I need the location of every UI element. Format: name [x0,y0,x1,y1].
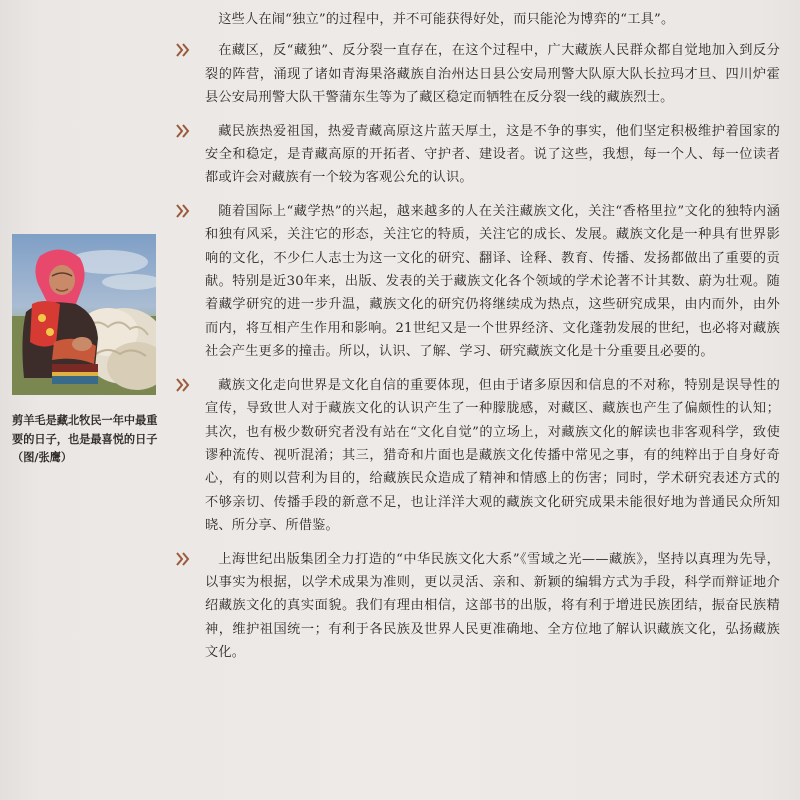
paragraph-1 [205,8,780,31]
chevron-bullet-icon [175,550,191,568]
photo-caption: 剪羊毛是藏北牧民一年中最重要的日子，也是最喜悦的日子（图/张鹰） [12,413,158,464]
chevron-bullet-icon [175,41,191,59]
paragraph-5-text: 藏族文化走向世界是文化自信的重要体现，但由于诸多原因和信息的不对称，特别是误导性的宣传，导致世人对于藏族文化的认识产生了一种朦胧感，对藏区、藏族也产生了偏颇性的认知；其次，也有极少数研究者没有站在“文化自觉”的立场上，对藏族文化的解读也非客观科学，致使谬种流传、视听混淆；其三，猎奇和片面也是藏族文化传播中常见之事，有的纯粹出于自身好奇心，有的则以营利为目的，给藏族民众造成了精神和情感上的伤害；同时，学术研究表述方式的不够亲切、传播手段的新意不足，也让洋洋大观的藏族文化研究成果未能很好地为普通民众所知晓、所分享、所借鉴。 [205,377,780,534]
chevron-bullet-icon [175,122,191,140]
paragraph-4 [205,200,780,364]
chevron-bullet-icon [175,202,191,220]
paragraph-6 [205,548,780,665]
paragraph-4-text: 随着国际上“藏学热”的兴起，越来越多的人在关注藏族文化，关注“香格里拉”文化的独特内涵和独有风采，关注它的形态，关注它的特质，关注它的成长、发展。藏族文化是一种具有世界影响的文化，不少仁人志士为这一文化的研究、翻译、诠释、教育、传播、发扬都做出了重要的贡献。特别是近30年来，出版、发表的关于藏族文化各个领域的学术论著不计其数、蔚为壮观。随着藏学研究的进一步升温，藏族文化的研究仍将继续成为热点，这些研究成果，由内而外，由外而内，将互相产生作用和影响。21世纪又是一个世界经济、文化蓬勃发展的世纪，也必将对藏族社会产生更多的撞击。所以，认识、了解、学习、研究藏族文化是十分重要且必要的。 [205,203,780,360]
body-column [205,8,780,665]
photo-illustration [12,234,156,395]
paragraph-3 [205,120,780,190]
photo-shearing-wool [12,234,156,395]
paragraph-6-text: 上海世纪出版集团全力打造的“中华民族文化大系”《雪域之光——藏族》，坚持以真理为先导，以事实为根据，以学术成果为准则，更以灵活、亲和、新颖的编辑方式为手段，科学而辩证地介绍藏族文化的真实面貌。我们有理由相信，这部书的出版，将有利于增进民族团结，振奋民族精神，维护祖国统一；有利于各民族及世界人民更准确地、全方位地了解认识藏族文化，弘扬藏族文化。 [205,551,780,661]
paragraph-3-text: 藏民族热爱祖国，热爱青藏高原这片蓝天厚土，这是不争的事实，他们坚定积极维护着国家的安全和稳定，是青藏高原的开拓者、守护者、建设者。说了这些，我想，每一个人、每一位读者都或许会对藏族有一个较为客观公允的认识。 [205,123,780,186]
paragraph-2-text: 在藏区，反“藏独”、反分裂一直存在，在这个过程中，广大藏族人民群众都自觉地加入到反分裂的阵营，涌现了诸如青海果洛藏族自治州达日县公安局刑警大队原大队长拉玛才旦、四川炉霍县公安局刑警大队干警蒲东生等为了藏区稳定而牺牲在反分裂一线的藏族烈士。 [205,43,780,106]
chevron-bullet-icon [175,376,191,394]
paragraph-2 [205,39,780,109]
paragraph-5 [205,374,780,538]
paragraph-1-text: 这些人在闹“独立”的过程中，并不可能获得好处，而只能沦为博弈的“工具”。 [218,12,675,27]
